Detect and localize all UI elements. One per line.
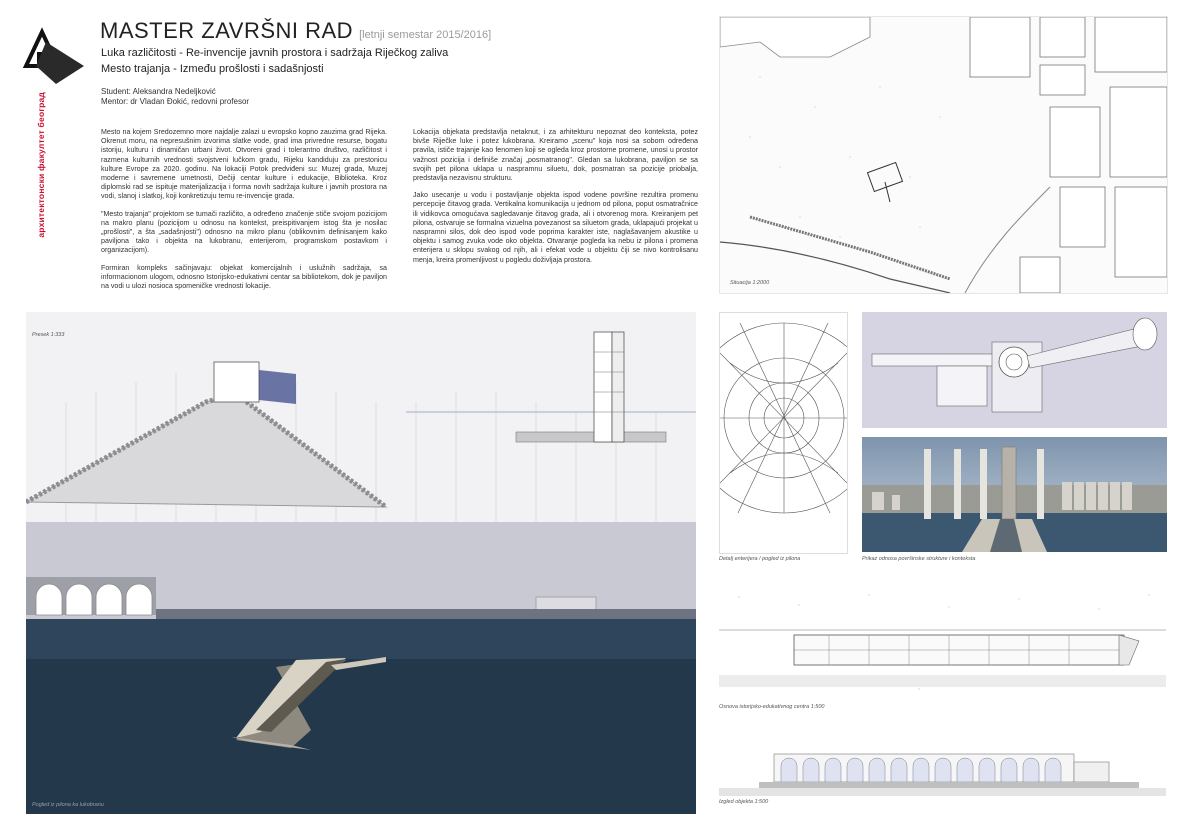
paragraph: "Mesto trajanja" projektom se tumači različito, a određeno značenje stiče svojom pozicijom na makro planu (pozicijom u odnosu na kontekst, preispitivanjem istog šta je nosilac „prošlosti", a šta „sadašnjosti") odnosno na mikro planu (oblikovnim definisanjem kako paviljona tako i objekta na lukobranu, enterijerom, programskom postavkom i organizacijom). [101,209,387,255]
elevation-drawing [719,732,1166,807]
title-text: MASTER ZAVRŠNI RAD [100,18,354,43]
photo-montage [862,437,1167,552]
floor-plan-svg [719,585,1166,700]
detail-caption: Detalj enterijera / pogled iz pilona [719,556,801,562]
semester-text: [letnji semestar 2015/2016] [359,29,492,41]
site-plan-svg [720,17,1167,293]
paragraph: Jako usecanje u vodu i postavljanje objekta ispod vodene površine rezultira promenu percepcije čitavog grada. Vertikalna komunikacija u jednom od pilona, poput osmatračnice ili vidikovca omogućava sagledavanje čitavog grada, ali i otvorenog mora. Kreiranjem pet pilona, ostvaruje se formalna vizuelna povezanost sa siluetom grada, uklapajući projekat u naspramni silos, dok deo ispod vode poprima karakter iste, naglašavanjem akustike u objektu i samog zvuka vode oko objekta. Otvaranje pogleda ka nebu iz pilona i promena enterijera u sklopu svakog od njih, ali i efekat vode u objektu čiji se nivo kontrolisanu menja, kreira promenljivost u pogledu doživljaja prostora. [413,191,698,264]
photo-svg [862,437,1167,552]
site-plan-drawing [719,16,1168,294]
section-render-svg [26,312,696,814]
paragraph: Mesto na kojem Sredozemno more najdalje zalazi u evropsko kopno zauzima grad Rijeka. Okrenut moru, na nepresušnim izvorima slatke vode, grad ima privredne resurse, bogatu istoriju, kulturu i dinamičan urbani život. Otvoreni grad i tolerantno društvo, različitost i razmena kulturnih vrednosti svojstveni lučkom gradu, Rijeku kandiduju za prestonicu kulture Evrope za 2020. godinu. Na lokaciji Potok predviđeni su: Muzej grada, Muzej moderne i savremene umetnosti, Dečiji centar kulture i edukacije, Biblioteka. Kroz diplomski rad se ispituje materijalizacija i forma novih sadržaja kulture i javnih prostora na vodi, slanoj i slatkoj, koji konkretizuju temu re-invencije grada. [101,128,387,201]
site-plan-caption: Situacija 1:2000 [730,280,770,286]
paragraph: Lokacija objekata predstavlja netaknut, i za arhitekturu nepoznat deo konteksta, potez bivše Riječke luke i potez lukobrana. Kreiramo „scenu" koja nosi sa sobom određena pravila, ističe trajanje kao fenomen koji se ogleda kroz prostorne promene, unosi u prostor važnost pozicija i definiše značaj „posmatranog". Gledan sa lukobrana, paviljon se sa svojih pet pilona uklapa u naspramnu siluetu, dok, posmatran sa pozicije priobalja, predstavlja nezavisnu strukturu. [413,128,698,183]
elevation-caption: Izgled objekta 1:500 [719,799,769,805]
faculty-logo [22,20,92,90]
text-column-right [413,128,698,273]
section-caption: Presek 1:333 [32,332,65,338]
paragraph: Formiran kompleks sačinjavaju: objekat komercijalnih i uslužnih sadržaja, sa informacionom ulogom, odnosno Istorijsko-edukativni centar sa bibliotekom, dok je paviljon na vodi u ulozi nosioca spomeničke vrednosti lokacije. [101,263,387,291]
text-column-left [101,128,387,299]
plan-caption: Osnova istorijsko-edukativnog centra 1:500 [719,704,825,710]
subtitle-2: Mesto trajanja - Između prošlosti i sadašnjosti [101,63,324,75]
top-view-svg [862,312,1167,428]
photo-caption: Prikaz odnosa površinske strukture i konteksta [862,556,976,562]
mentor-name: Mentor: dr Vladan Đokić, redovni profesor [101,97,250,106]
interior-detail-drawing [719,312,848,554]
detail-svg [720,313,847,553]
institution-label: архитектонски факултет београд [36,92,46,238]
floor-plan-drawing [719,585,1166,710]
render-caption: Pogled iz pilona ka lukobranu [32,802,104,808]
page-title [100,18,491,44]
subtitle-1: Luka različitosti - Re-invencije javnih prostora i sadržaja Riječkog zaliva [101,47,449,59]
section-and-render-panel [26,312,696,814]
top-view-drawing [862,312,1167,428]
student-name: Student: Aleksandra Nedeljković [101,87,216,96]
elevation-svg [719,732,1166,807]
faculty-house-logo-icon [22,20,92,90]
